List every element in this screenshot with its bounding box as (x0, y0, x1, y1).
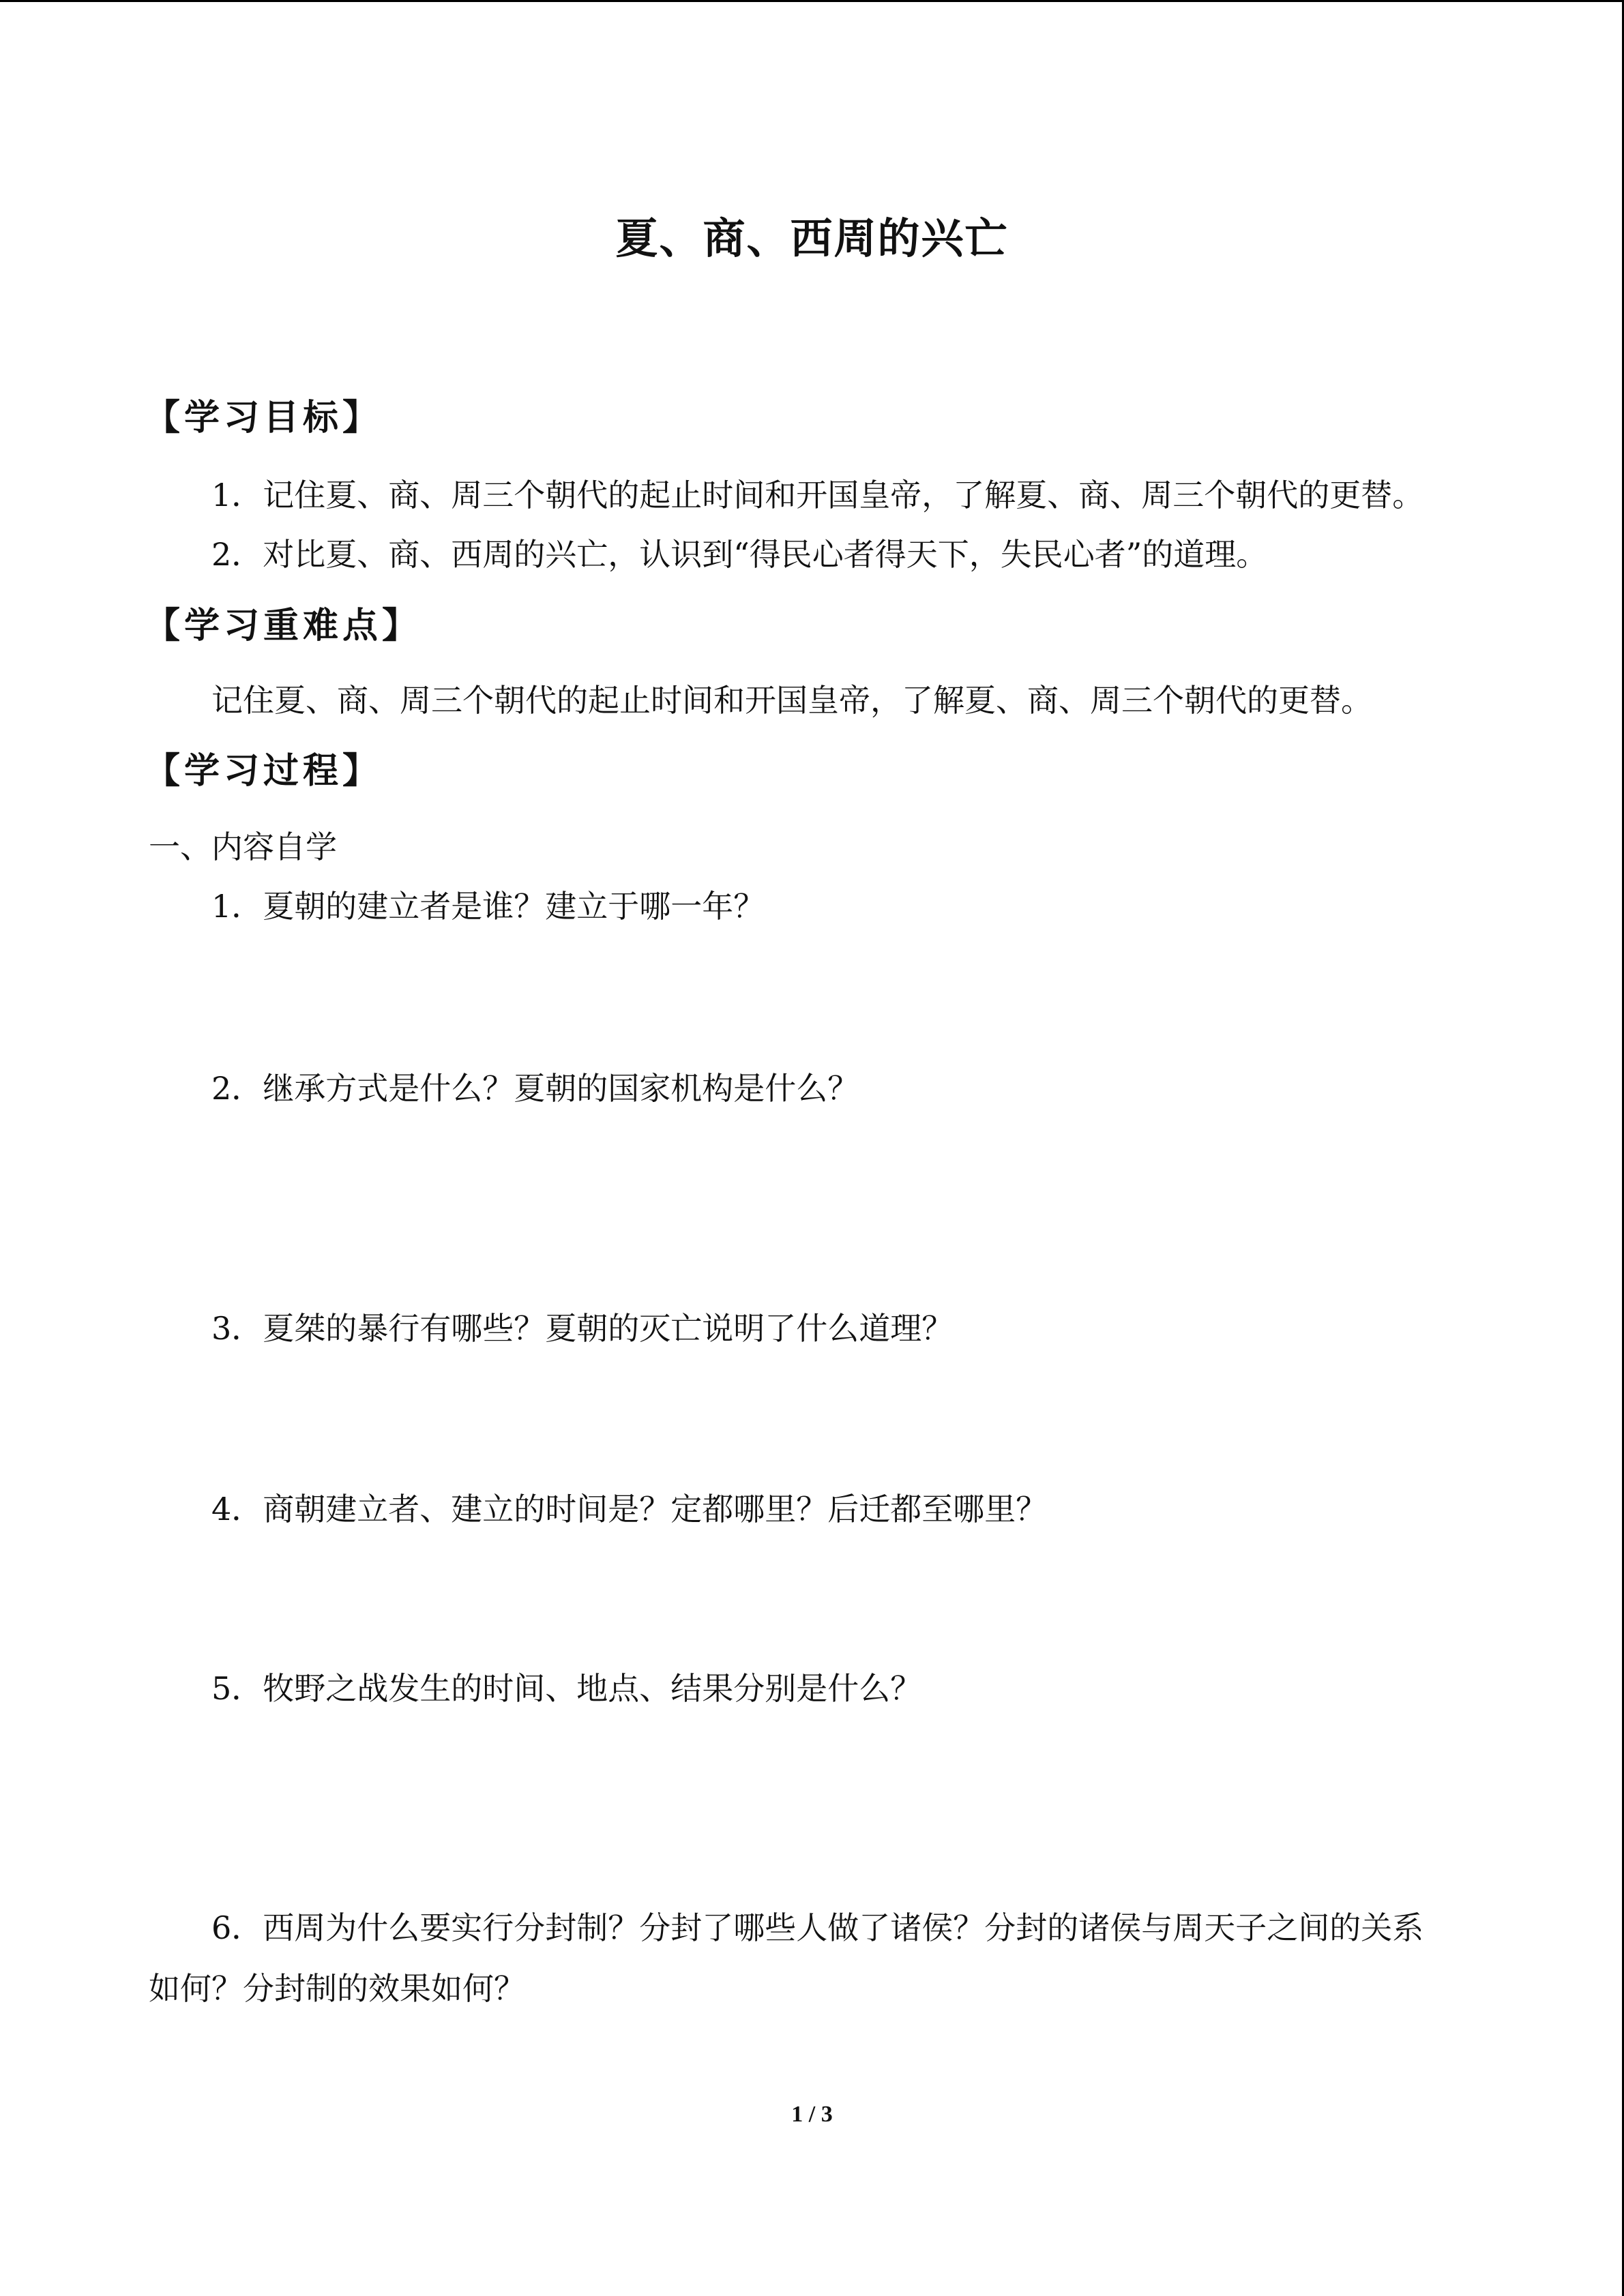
objective-item-1: 1．记住夏、商、周三个朝代的起止时间和开国皇帝，了解夏、商、周三个朝代的更替。 (211, 477, 1424, 513)
self-study-subheading: 一、内容自学 (149, 829, 337, 865)
process-heading: 【学习过程】 (145, 750, 383, 792)
key-points-heading: 【学习重难点】 (145, 605, 422, 646)
document-title: 夏、商、西周的兴亡 (615, 213, 1009, 263)
question-3: 3．夏桀的暴行有哪些？夏朝的灭亡说明了什么道理？ (211, 1310, 954, 1347)
page-number: 1 / 3 (791, 2102, 833, 2127)
top-border (0, 0, 1624, 2)
question-4: 4．商朝建立者、建立的时间是？定都哪里？后迁都至哪里？ (211, 1491, 1048, 1527)
question-2: 2．继承方式是什么？夏朝的国家机构是什么？ (211, 1070, 859, 1107)
question-5: 5．牧野之战发生的时间、地点、结果分别是什么？ (211, 1670, 922, 1707)
objectives-heading: 【学习目标】 (145, 397, 383, 438)
key-points-text: 记住夏、商、周三个朝代的起止时间和开国皇帝，了解夏、商、周三个朝代的更替。 (211, 682, 1372, 719)
question-6-line-2: 如何？分封制的效果如何？ (149, 1970, 525, 2007)
question-1: 1．夏朝的建立者是谁？建立于哪一年？ (211, 888, 765, 925)
objective-item-2: 2．对比夏、商、西周的兴亡，认识到“得民心者得天下，失民心者”的道理。 (211, 536, 1268, 573)
question-6-line-1: 6．西周为什么要实行分封制？分封了哪些人做了诸侯？分封的诸侯与周天子之间的关系 (211, 1909, 1424, 1946)
